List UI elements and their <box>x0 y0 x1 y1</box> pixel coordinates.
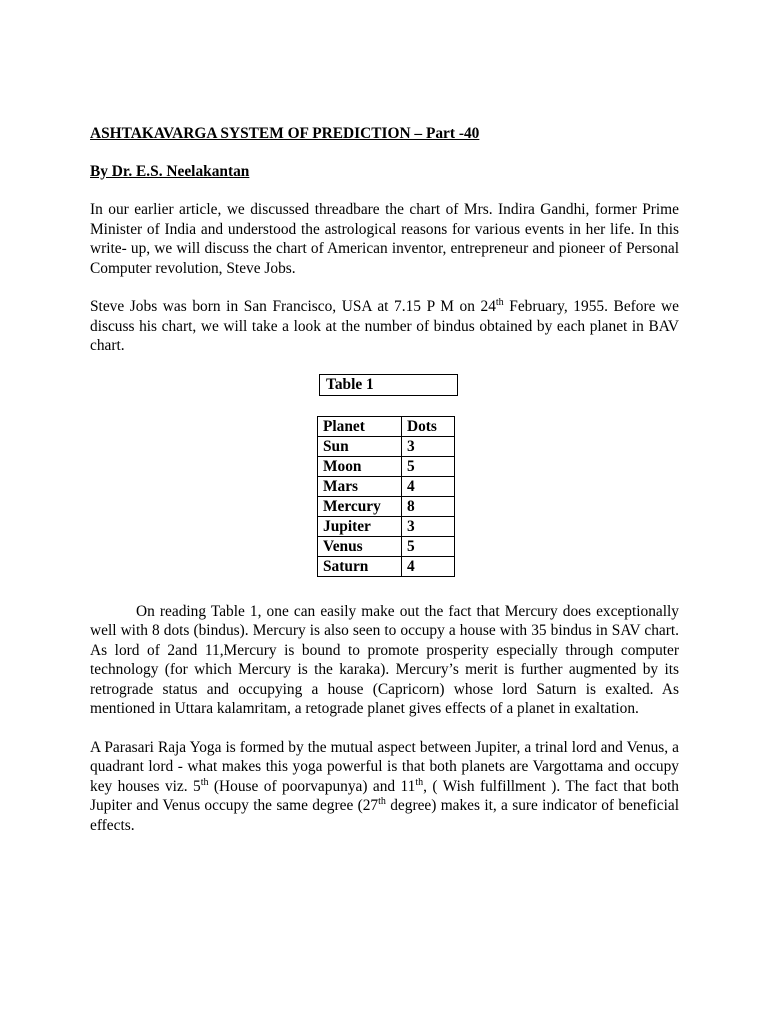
superscript-th: th <box>378 796 386 807</box>
table-caption: Table 1 <box>326 376 374 393</box>
paragraph-raja-yoga <box>90 738 679 836</box>
yoga-text-part1: A Parasari Raja Yoga is formed by the mutual aspect between Jupiter, a trinal lord and Venus, a quadrant lord - what makes this yoga powerful is that both planets are Vargottama and occupy key houses viz. 5 <box>90 738 679 795</box>
table-row <box>318 497 455 517</box>
header-planet: Planet <box>318 417 402 437</box>
planet-name: Sun <box>318 437 402 457</box>
table-row <box>318 437 455 457</box>
planet-dots: 4 <box>402 477 455 497</box>
yoga-text-part4: degree) makes it, a sure indicator of beneficial effects. <box>90 797 680 834</box>
paragraph-mercury-analysis: On reading Table 1, one can easily make out the fact that Mercury does exceptionally well with 8 dots (bindus). Mercury is also seen to occupy a house with 35 bindus in SAV chart. As lord of 2and 11,Mercury is bound to promote prosperity especially through computer technology (for which Mercury is the karaka). Mercury’s merit is further augmented by its retrograde status and occupying a house (Capricorn) whose lord Saturn is exalted. As mentioned in Uttara kalamritam, a retograde planet gives effects of a planet in exaltation. <box>90 602 679 717</box>
table-row <box>318 557 455 577</box>
superscript-th: th <box>415 776 424 788</box>
table-row <box>318 537 455 557</box>
planet-name: Mercury <box>318 497 402 517</box>
birth-text-start: Steve Jobs was born in San Francisco, USA at 7.15 P M on 24 <box>90 298 496 315</box>
document-page <box>90 124 679 835</box>
table-row <box>318 517 455 537</box>
planet-name: Mars <box>318 477 402 497</box>
document-title: ASHTAKAVARGA SYSTEM OF PREDICTION – Part -40 <box>90 125 480 142</box>
table-row <box>318 477 455 497</box>
birth-text-end: February, 1955. Before we discuss his chart, we will take a look at the number of bindus obtained by each planet in BAV chart. <box>90 298 679 354</box>
table-caption-box <box>319 374 458 396</box>
author-line: By Dr. E.S. Neelakantan <box>90 162 250 180</box>
planet-dots: 8 <box>402 497 455 517</box>
planet-dots: 4 <box>402 557 455 577</box>
table-row <box>318 457 455 477</box>
header-dots: Dots <box>402 417 455 437</box>
planet-dots-table <box>317 416 455 577</box>
planet-name: Moon <box>318 457 402 477</box>
superscript-th: th <box>495 297 504 308</box>
superscript-th: th <box>200 776 209 788</box>
paragraph-birth-details <box>90 297 679 356</box>
planet-name: Saturn <box>318 557 402 577</box>
planet-name: Venus <box>318 537 402 557</box>
yoga-text-part2: (House of poorvapunya) and 11 <box>208 777 416 795</box>
planet-name: Jupiter <box>318 517 402 537</box>
planet-dots: 5 <box>402 457 455 477</box>
yoga-text-part3: , ( Wish fulfillment ). The fact that both Jupiter and Venus occupy the same degree (27 <box>90 777 679 814</box>
table-header-row <box>318 417 455 437</box>
planet-dots: 3 <box>402 437 455 457</box>
planet-dots: 5 <box>402 537 455 557</box>
paragraph-intro: In our earlier article, we discussed threadbare the chart of Mrs. Indira Gandhi, former Prime Minister of India and understood the astrological reasons for various events in her life. In this write- up, we will discuss the chart of American inventor, entrepreneur and pioneer of Personal Computer revolution, Steve Jobs. <box>90 201 679 277</box>
planet-dots: 3 <box>402 517 455 537</box>
